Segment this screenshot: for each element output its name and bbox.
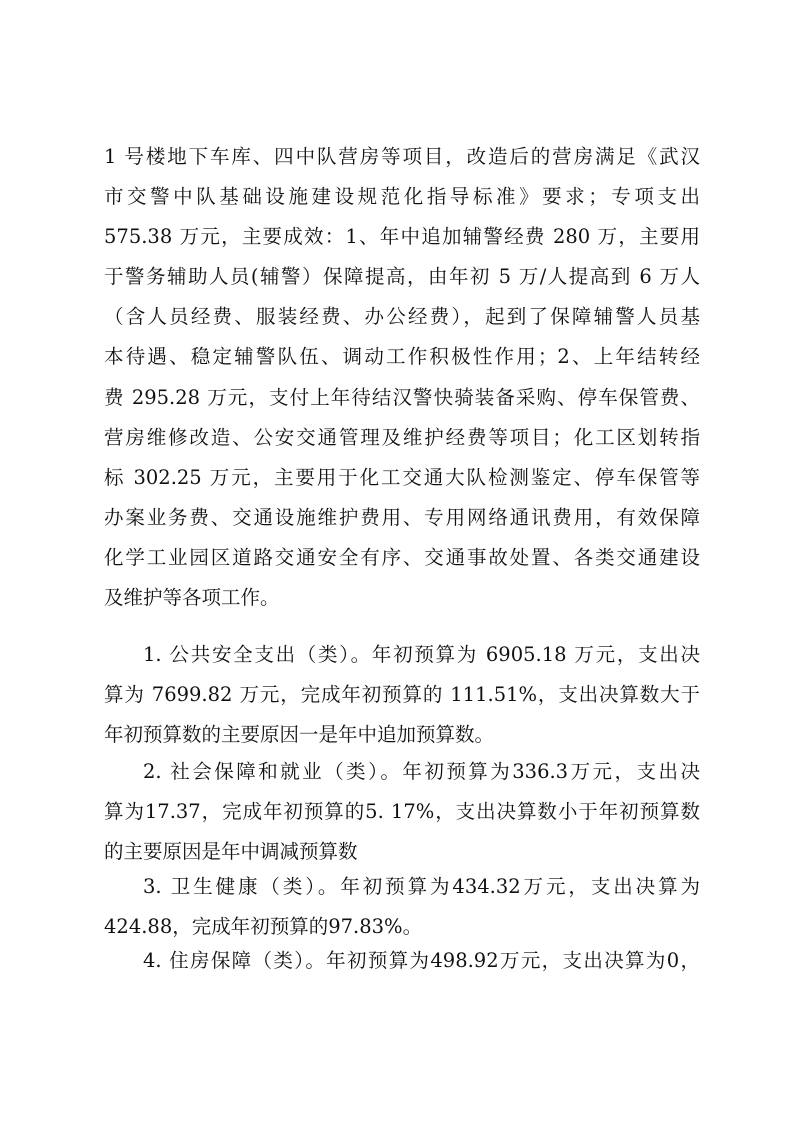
paragraph-line: 费 295.28 万元，支付上年待结汉警快骑装备采购、停车保管费、	[104, 386, 700, 409]
paragraph-line: （含人员经费、服装经费、办公经费），起到了保障辅警人员基	[104, 305, 700, 328]
paragraph-line: 办案业务费、交通设施维护费用、专用网络通讯费用，有效保障	[104, 506, 700, 529]
paragraph-line: 标 302.25 万元，主要用于化工交通大队检测鉴定、停车保管等	[104, 466, 700, 489]
paragraph-line: 于警务辅助人员(辅警）保障提高，由年初 5 万/人提高到 6 万人	[104, 265, 700, 288]
section-heading-social-security: 2. 社会保障和就业（类）。年初预算为336.3万元，支出决	[143, 760, 700, 783]
paragraph-line: 的主要原因是年中调减预算数	[104, 840, 358, 863]
paragraph-line: 本待遇、稳定辅警队伍、调动工作积极性作用；2、上年结转经	[104, 345, 700, 368]
section-heading-housing: 4. 住房保障（类）。年初预算为498.92万元，支出决算为0，	[143, 949, 700, 972]
paragraph-line: 年初预算数的主要原因一是年中追加预算数。	[104, 723, 495, 746]
paragraph-line: 及维护等各项工作。	[104, 586, 280, 609]
section-heading-public-security: 1. 公共安全支出（类）。年初预算为 6905.18 万元，支出决	[143, 643, 700, 666]
paragraph-line: 算为17.37，完成年初预算的5. 17%，支出决算数小于年初预算数	[104, 800, 700, 823]
paragraph-line: 化学工业园区道路交通安全有序、交通事故处置、各类交通建设	[104, 546, 700, 569]
paragraph-line: 市交警中队基础设施建设规范化指导标准》要求；专项支出	[104, 185, 700, 208]
section-heading-health: 3. 卫生健康（类）。年初预算为434.32万元，支出决算为	[143, 875, 700, 898]
paragraph-line: 575.38 万元，主要成效：1、年中追加辅警经费 280 万，主要用	[104, 225, 700, 248]
paragraph-line: 1 号楼地下车库、四中队营房等项目，改造后的营房满足《武汉	[104, 145, 700, 168]
paragraph-line: 营房维修改造、公安交通管理及维护经费等项目；化工区划转指	[104, 426, 700, 449]
paragraph-line: 424.88，完成年初预算的97.83%。	[104, 915, 423, 938]
paragraph-line: 算为 7699.82 万元，完成年初预算的 111.51%，支出决算数大于	[104, 683, 700, 706]
